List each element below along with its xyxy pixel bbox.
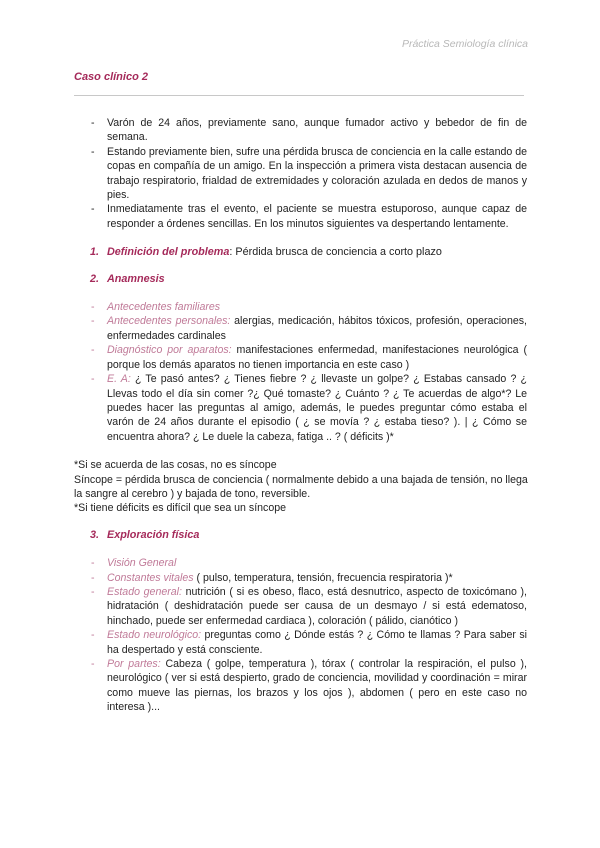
exploracion-item: - Visión General (91, 557, 177, 570)
exploracion-item: - Estado neurológico: preguntas como ¿ Dónde estás ? ¿ Cómo te llamas ? Para saber si ha despertado y está consciente. (91, 629, 527, 656)
item-label: Por partes: (107, 658, 161, 670)
item-label: Antecedentes familiares (107, 301, 221, 314)
document-body (0, 116, 600, 715)
case-title: Caso clínico 2 (74, 71, 148, 83)
anamnesis-item: - Antecedentes familiares (91, 301, 221, 314)
item-label: Diagnóstico por aparatos: (107, 344, 232, 357)
document-header: Práctica Semiología clínica (401, 38, 528, 50)
section-exploracion-fisica: 3. Exploración física (90, 528, 200, 541)
anamnesis-item: - Antecedentes personales: alergias, medicación, hábitos tóxicos, profesión, operaciones, enfermedades cardinales (91, 315, 527, 342)
section-title: Exploración física (107, 528, 200, 541)
section-definicion-problema: 1. Definición del problema: Pérdida brusca de conciencia a corto plazo (90, 246, 442, 259)
section-title: Anamnesis (107, 272, 165, 285)
anamnesis-item: - E. A: ¿ Te pasó antes? ¿ Tienes fiebre ? ¿ llevaste un golpe? ¿ Estabas cansado ? ¿ Llevas todo el día sin comer ?¿ Qué tomaste? ¿ Cuánto ? ¿ Te acuerdas de algo*? Le puedes hacer las preguntas al amigo, además, le puedes preguntar cómo estaba el varón de 24 años durante el episodio ( ¿ se movía ? ¿ estaba tieso? ). | ¿ Cómo se encuentra ahora? ¿ Le duele la cabeza, fatiga .. ? ( déficits )* (91, 373, 527, 443)
exploracion-item: - Estado general: nutrición ( si es obeso, flaco, está desnutrico, aspecto de toxicómano ), hidratación ( deshidratación puede ser causa de un desmayo / si está edematoso, hinchado, puede ser enfermedad cardiaca ), coloración ( pálido, cianótico ) (91, 585, 527, 627)
intro-bullet: - Estando previamente bien, sufre una pérdida brusca de conciencia en la calle estando de copas en compañía de un amigo. En la inspección a primera vista destacan ausencia de trabajo respiratorio, frialdad de extremidades y coloración azulada en dedos de manos y pies. (91, 145, 527, 202)
intro-bullet: - Varón de 24 años, previamente sano, aunque fumador activo y bebedor de fin de semana. (91, 117, 527, 144)
note: *Si se acuerda de las cosas, no es síncope (74, 459, 277, 472)
exploracion-item: - Por partes: Cabeza ( golpe, temperatura ), tórax ( controlar la respiración, el pulso ), neurológico ( ver si está despierto, grado de conciencia, movilidad y coordinación = mirar como mueve las piernas, los brazos y los ojos ), abdomen ( pero en este caso no interesa )... (91, 658, 527, 714)
intro-bullet: - Inmediatamente tras el evento, el paciente se muestra estuporoso, aunque capaz de responder a órdenes sencillas. En los minutos siguientes va despertando lentamente. (91, 203, 527, 230)
note: Síncope = pérdida brusca de conciencia ( normalmente debido a una bajada de tensión, no llega la sangre al cerebro ) y bajada de tono, reversible. (74, 473, 528, 500)
item-label: Estado neurológico: (107, 629, 202, 642)
item-label: Antecedentes personales: (107, 315, 231, 328)
item-label: E. A: (107, 373, 131, 386)
anamnesis-item: - Diagnóstico por aparatos: manifestaciones enfermedad, manifestaciones neurológica ( porque los demás aparatos no tienen importancia en este caso ) (91, 344, 527, 371)
section-title: Definición del problema (107, 246, 230, 259)
item-label: Estado general: (107, 585, 182, 598)
item-label: Constantes vitales (107, 571, 194, 584)
section-anamnesis: 2. Anamnesis (90, 272, 165, 285)
exploracion-item: - Constantes vitales ( pulso, temperatura, tensión, frecuencia respiratoria )* (91, 571, 453, 584)
note: *Si tiene déficits es difícil que sea un síncope (74, 502, 286, 515)
title-divider (74, 95, 524, 96)
problem-definition: Pérdida brusca de conciencia a corto plazo (235, 246, 442, 259)
item-label: Visión General (107, 557, 177, 570)
